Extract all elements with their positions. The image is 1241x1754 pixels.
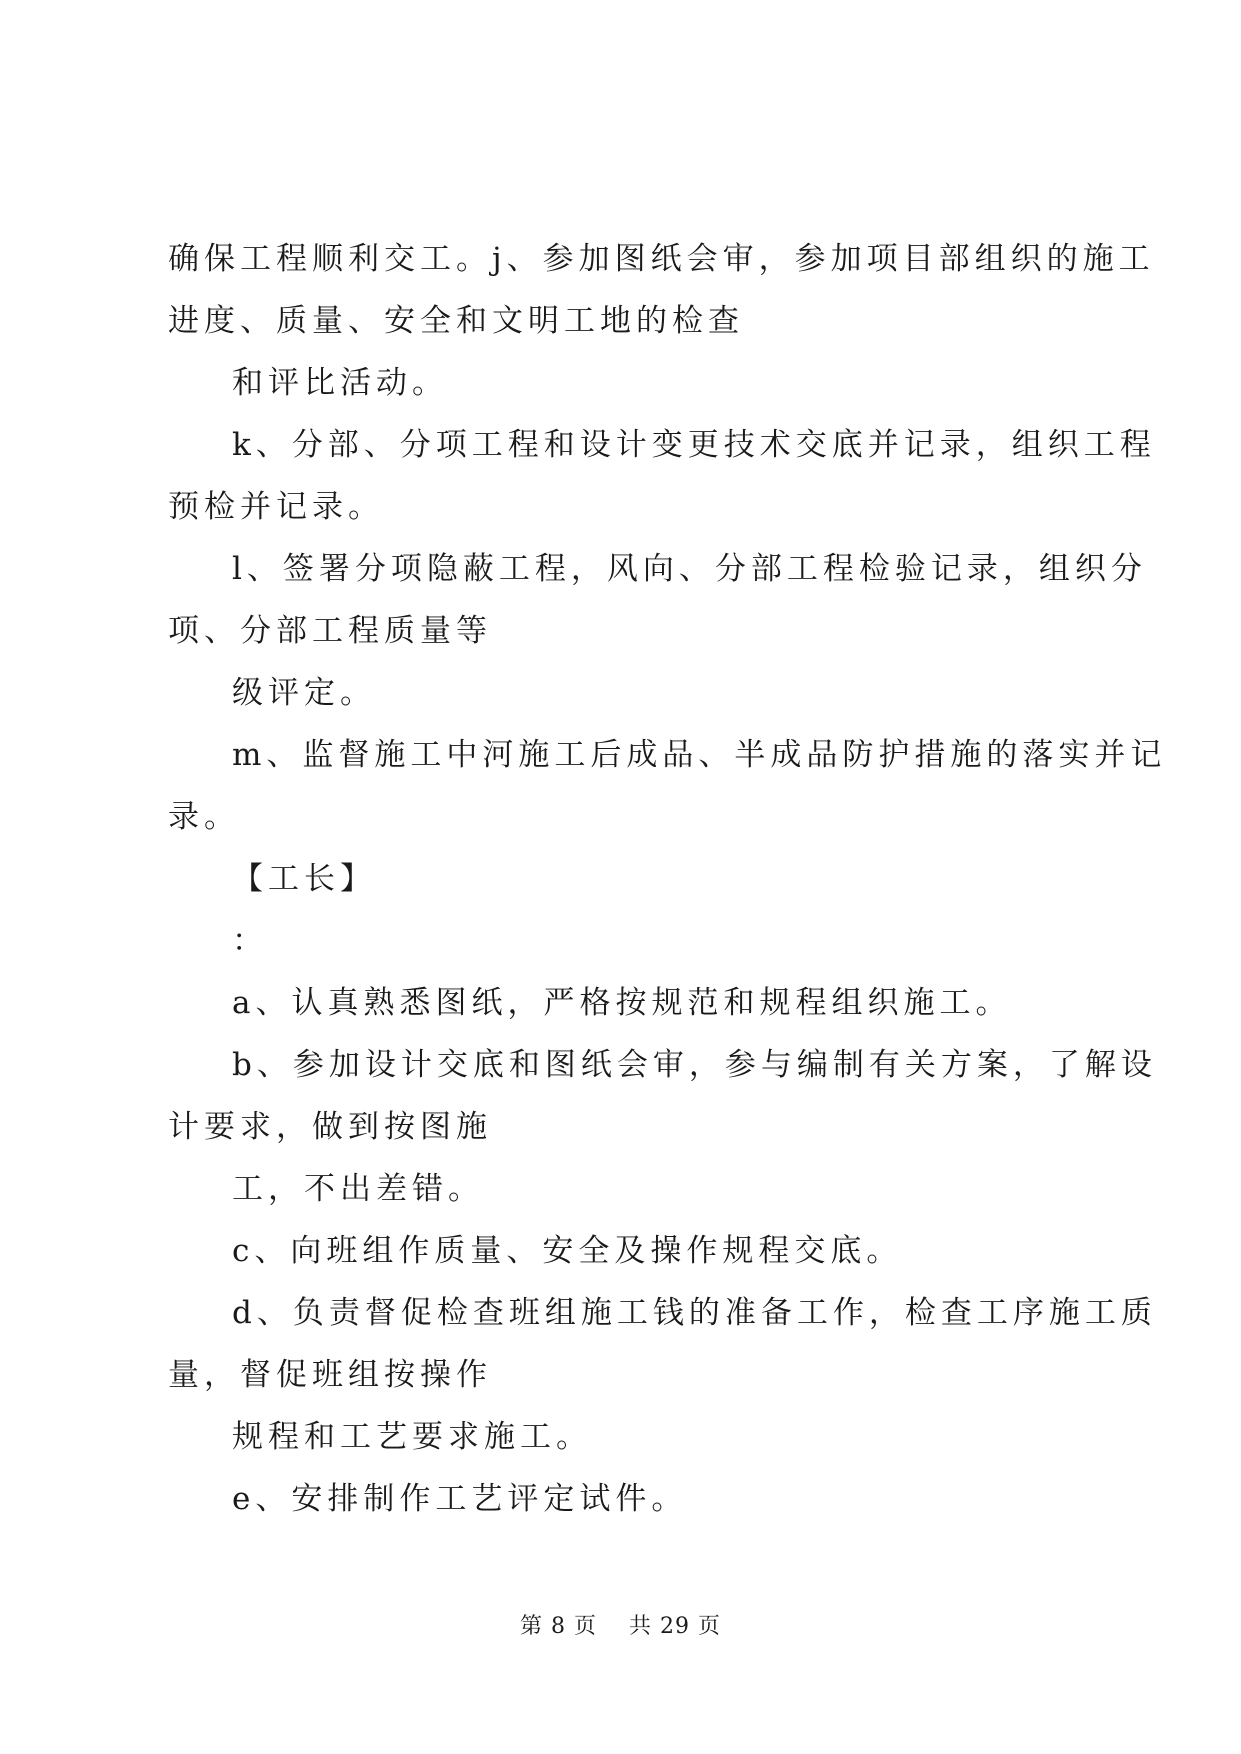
text-line: c、向班组作质量、安全及操作规程交底。 — [232, 1233, 903, 1269]
text-line: 量，督促班组按操作 — [168, 1357, 492, 1393]
text-line: 级评定。 — [232, 675, 376, 711]
page-number: 第 8 页 — [520, 1614, 597, 1639]
text-line: 确保工程顺利交工。j、参加图纸会审，参加项目部组织的施工 — [168, 241, 1155, 277]
text-line: e、安排制作工艺评定试件。 — [232, 1481, 688, 1517]
text-line: 预检并记录。 — [168, 489, 384, 525]
text-line: 计要求，做到按图施 — [168, 1109, 492, 1145]
page-total: 共 29 页 — [629, 1614, 721, 1639]
text-line: b、参加设计交底和图纸会审，参与编制有关方案，了解设 — [232, 1047, 1157, 1083]
section-heading: 【工长】 — [232, 861, 376, 897]
text-line: m、监督施工中河施工后成品、半成品防护措施的落实并记 — [232, 737, 1167, 773]
text-line: k、分部、分项工程和设计变更技术交底并记录，组织工程 — [232, 427, 1156, 463]
text-line: 规程和工艺要求施工。 — [232, 1419, 592, 1455]
text-line: 项、分部工程质量等 — [168, 613, 492, 649]
text-line: 进度、质量、安全和文明工地的检查 — [168, 303, 744, 339]
text-line: 录。 — [168, 799, 240, 835]
body-text — [168, 228, 1167, 1530]
text-line: l、签署分项隐蔽工程，风向、分部工程检验记录，组织分 — [232, 551, 1147, 587]
text-line: ： — [232, 923, 268, 959]
text-line: a、认真熟悉图纸，严格按规范和规程组织施工。 — [232, 985, 1012, 1021]
text-line: d、负责督促检查班组施工钱的准备工作，检查工序施工质 — [232, 1295, 1157, 1331]
text-line: 和评比活动。 — [232, 365, 448, 401]
page-footer — [0, 1612, 1241, 1642]
text-line: 工，不出差错。 — [232, 1171, 484, 1207]
